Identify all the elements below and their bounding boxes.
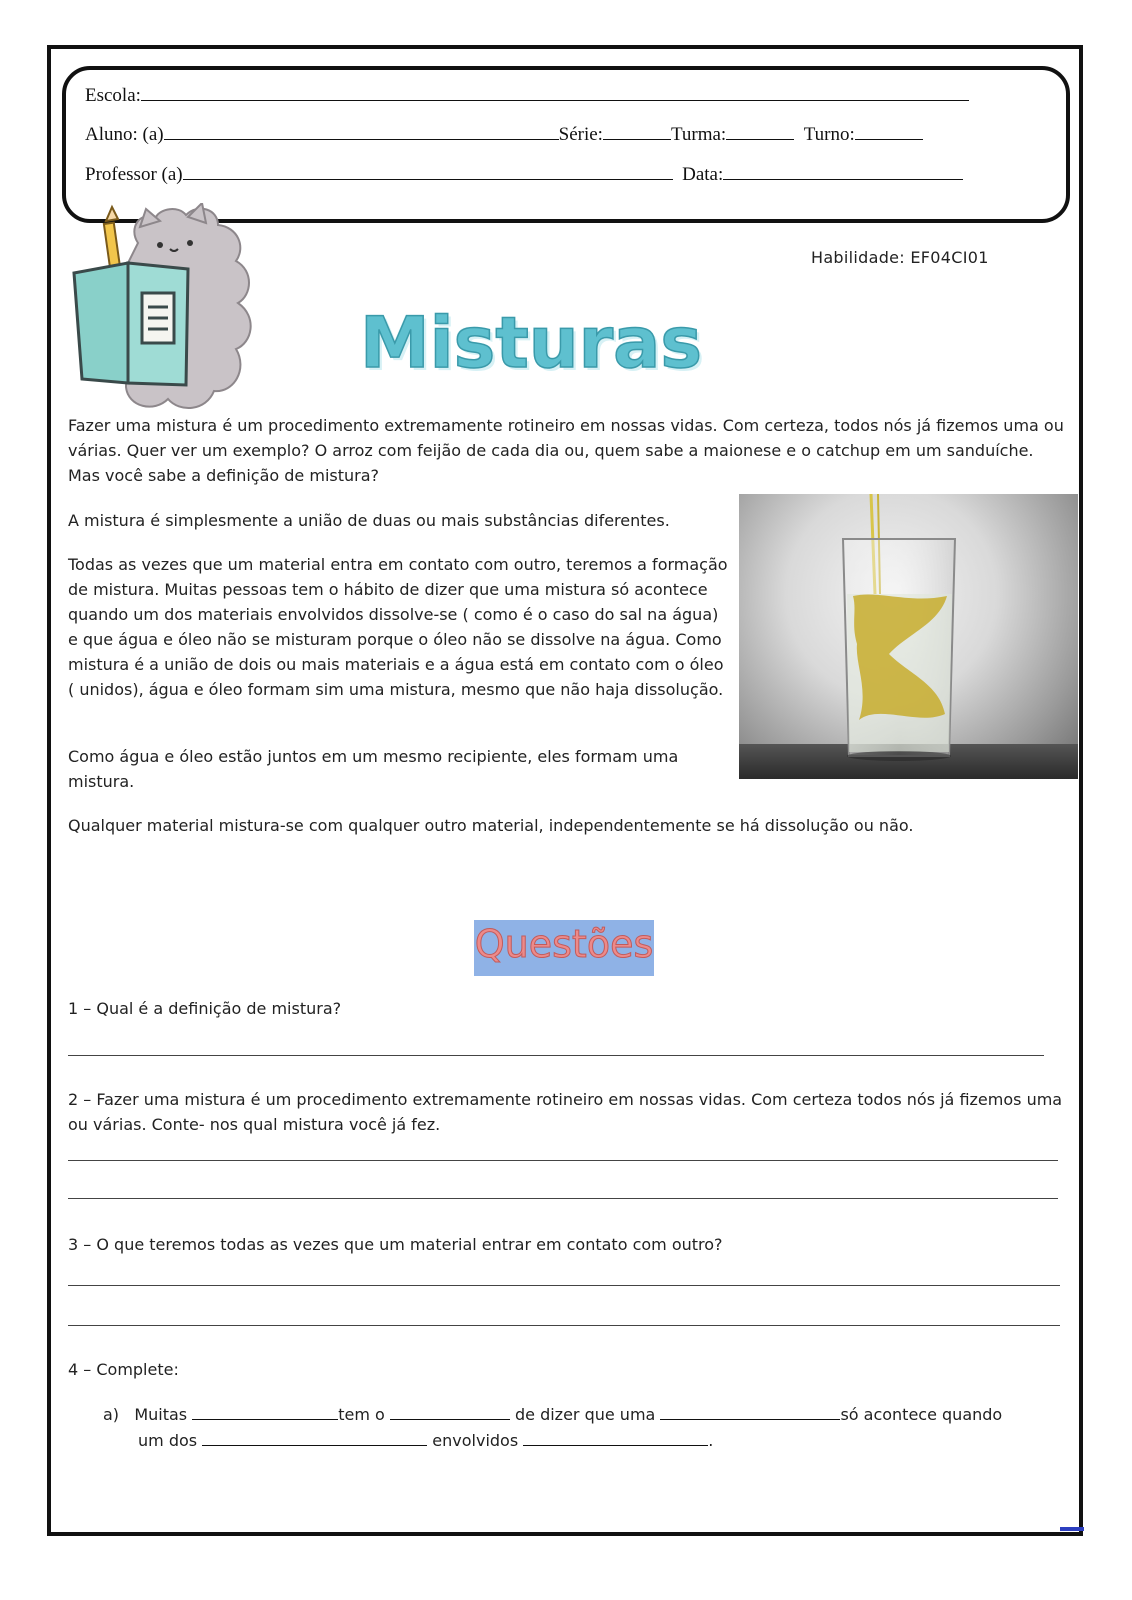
questions-title: Questões — [474, 922, 654, 966]
explanation-paragraph: Todas as vezes que um material entra em contato com outro, teremos a formação de mistura. Muitas pessoas tem o hábito de dizer que uma mistura só acontece quando um dos materiais envolvidos dissolve-se ( como é o caso do sal na água) e que água e óleo não se misturam porque o óleo não se dissolve na água. Como mistura é a união de dois ou mais materiais e a água está em contato com o óleo ( unidos), água e óleo formam sim uma mistura, mesmo que não haja dissolução. — [68, 555, 728, 699]
serie-label: Série: — [558, 124, 603, 145]
escola-row — [85, 85, 969, 107]
question-4: 4 – Complete: — [68, 1360, 179, 1379]
question-4a-label: a) — [103, 1405, 120, 1424]
cat-reading-book-icon — [68, 203, 268, 418]
answer-line-q3-1[interactable] — [68, 1285, 1060, 1286]
skill-code: Habilidade: EF04CI01 — [811, 248, 989, 267]
professor-row — [85, 164, 963, 186]
professor-field[interactable] — [183, 178, 673, 180]
glass-of-water-icon — [739, 494, 1078, 779]
turma-field[interactable] — [726, 138, 794, 140]
data-label: Data: — [682, 164, 724, 185]
aluno-field[interactable] — [164, 138, 559, 140]
q4a-word-5: um dos — [138, 1431, 198, 1450]
answer-line-q2-1[interactable] — [68, 1160, 1058, 1161]
q4a-word-7: . — [708, 1431, 714, 1450]
page-title: Misturas — [360, 302, 703, 384]
question-3: 3 – O que teremos todas as vezes que um material entrar em contato com outro? — [68, 1235, 723, 1254]
turno-field[interactable] — [855, 138, 923, 140]
answer-line-q3-2[interactable] — [68, 1325, 1060, 1326]
q4a-blank-5[interactable] — [523, 1444, 708, 1446]
q4a-word-6: envolvidos — [432, 1431, 519, 1450]
turno-label: Turno: — [803, 124, 855, 145]
professor-label: Professor (a) — [85, 164, 183, 185]
q4a-word-3: de dizer que uma — [514, 1405, 656, 1424]
question-1: 1 – Qual é a definição de mistura? — [68, 999, 342, 1018]
aluno-row — [85, 124, 923, 146]
q4a-word-2: tem o — [338, 1405, 385, 1424]
corner-mark — [1060, 1527, 1084, 1531]
escola-field[interactable] — [141, 99, 969, 101]
turma-label: Turma: — [670, 124, 727, 145]
question-4a-line-2 — [138, 1428, 713, 1453]
aluno-label: Aluno: (a) — [85, 124, 164, 145]
serie-field[interactable] — [603, 138, 671, 140]
answer-line-q1[interactable] — [68, 1055, 1044, 1056]
q4a-word-4: só acontece quando — [840, 1405, 1003, 1424]
answer-line-q2-2[interactable] — [68, 1198, 1058, 1199]
escola-label: Escola: — [85, 85, 141, 106]
water-oil-glass-photo — [739, 494, 1078, 779]
water-oil-paragraph: Como água e óleo estão juntos em um mesmo recipiente, eles formam uma mistura. — [68, 747, 679, 791]
question-2: 2 – Fazer uma mistura é um procedimento extremamente rotineiro em nossas vidas. Com certeza todos nós já fizemos uma ou várias. Conte- nos qual mistura você já fez. — [68, 1090, 1063, 1134]
q4a-blank-3[interactable] — [660, 1418, 840, 1420]
definition-paragraph: A mistura é simplesmente a união de duas ou mais substâncias diferentes. — [68, 511, 670, 530]
question-4a-line-1 — [103, 1402, 1002, 1427]
q4a-blank-4[interactable] — [202, 1444, 427, 1446]
q4a-blank-2[interactable] — [390, 1418, 510, 1420]
q4a-blank-1[interactable] — [192, 1418, 338, 1420]
data-field[interactable] — [723, 178, 963, 180]
q4a-word-1: Muitas — [134, 1405, 188, 1424]
intro-paragraph: Fazer uma mistura é um procedimento extremamente rotineiro em nossas vidas. Com certeza, todos nós já fizemos uma ou várias. Quer ver um exemplo? O arroz com feijão de cada dia ou, quem sabe a maionese e o catchup em um sanduíche. Mas você sabe a definição de mistura? — [68, 416, 1064, 485]
conclusion-paragraph: Qualquer material mistura-se com qualquer outro material, independentemente se há dissolução ou não. — [68, 816, 914, 835]
